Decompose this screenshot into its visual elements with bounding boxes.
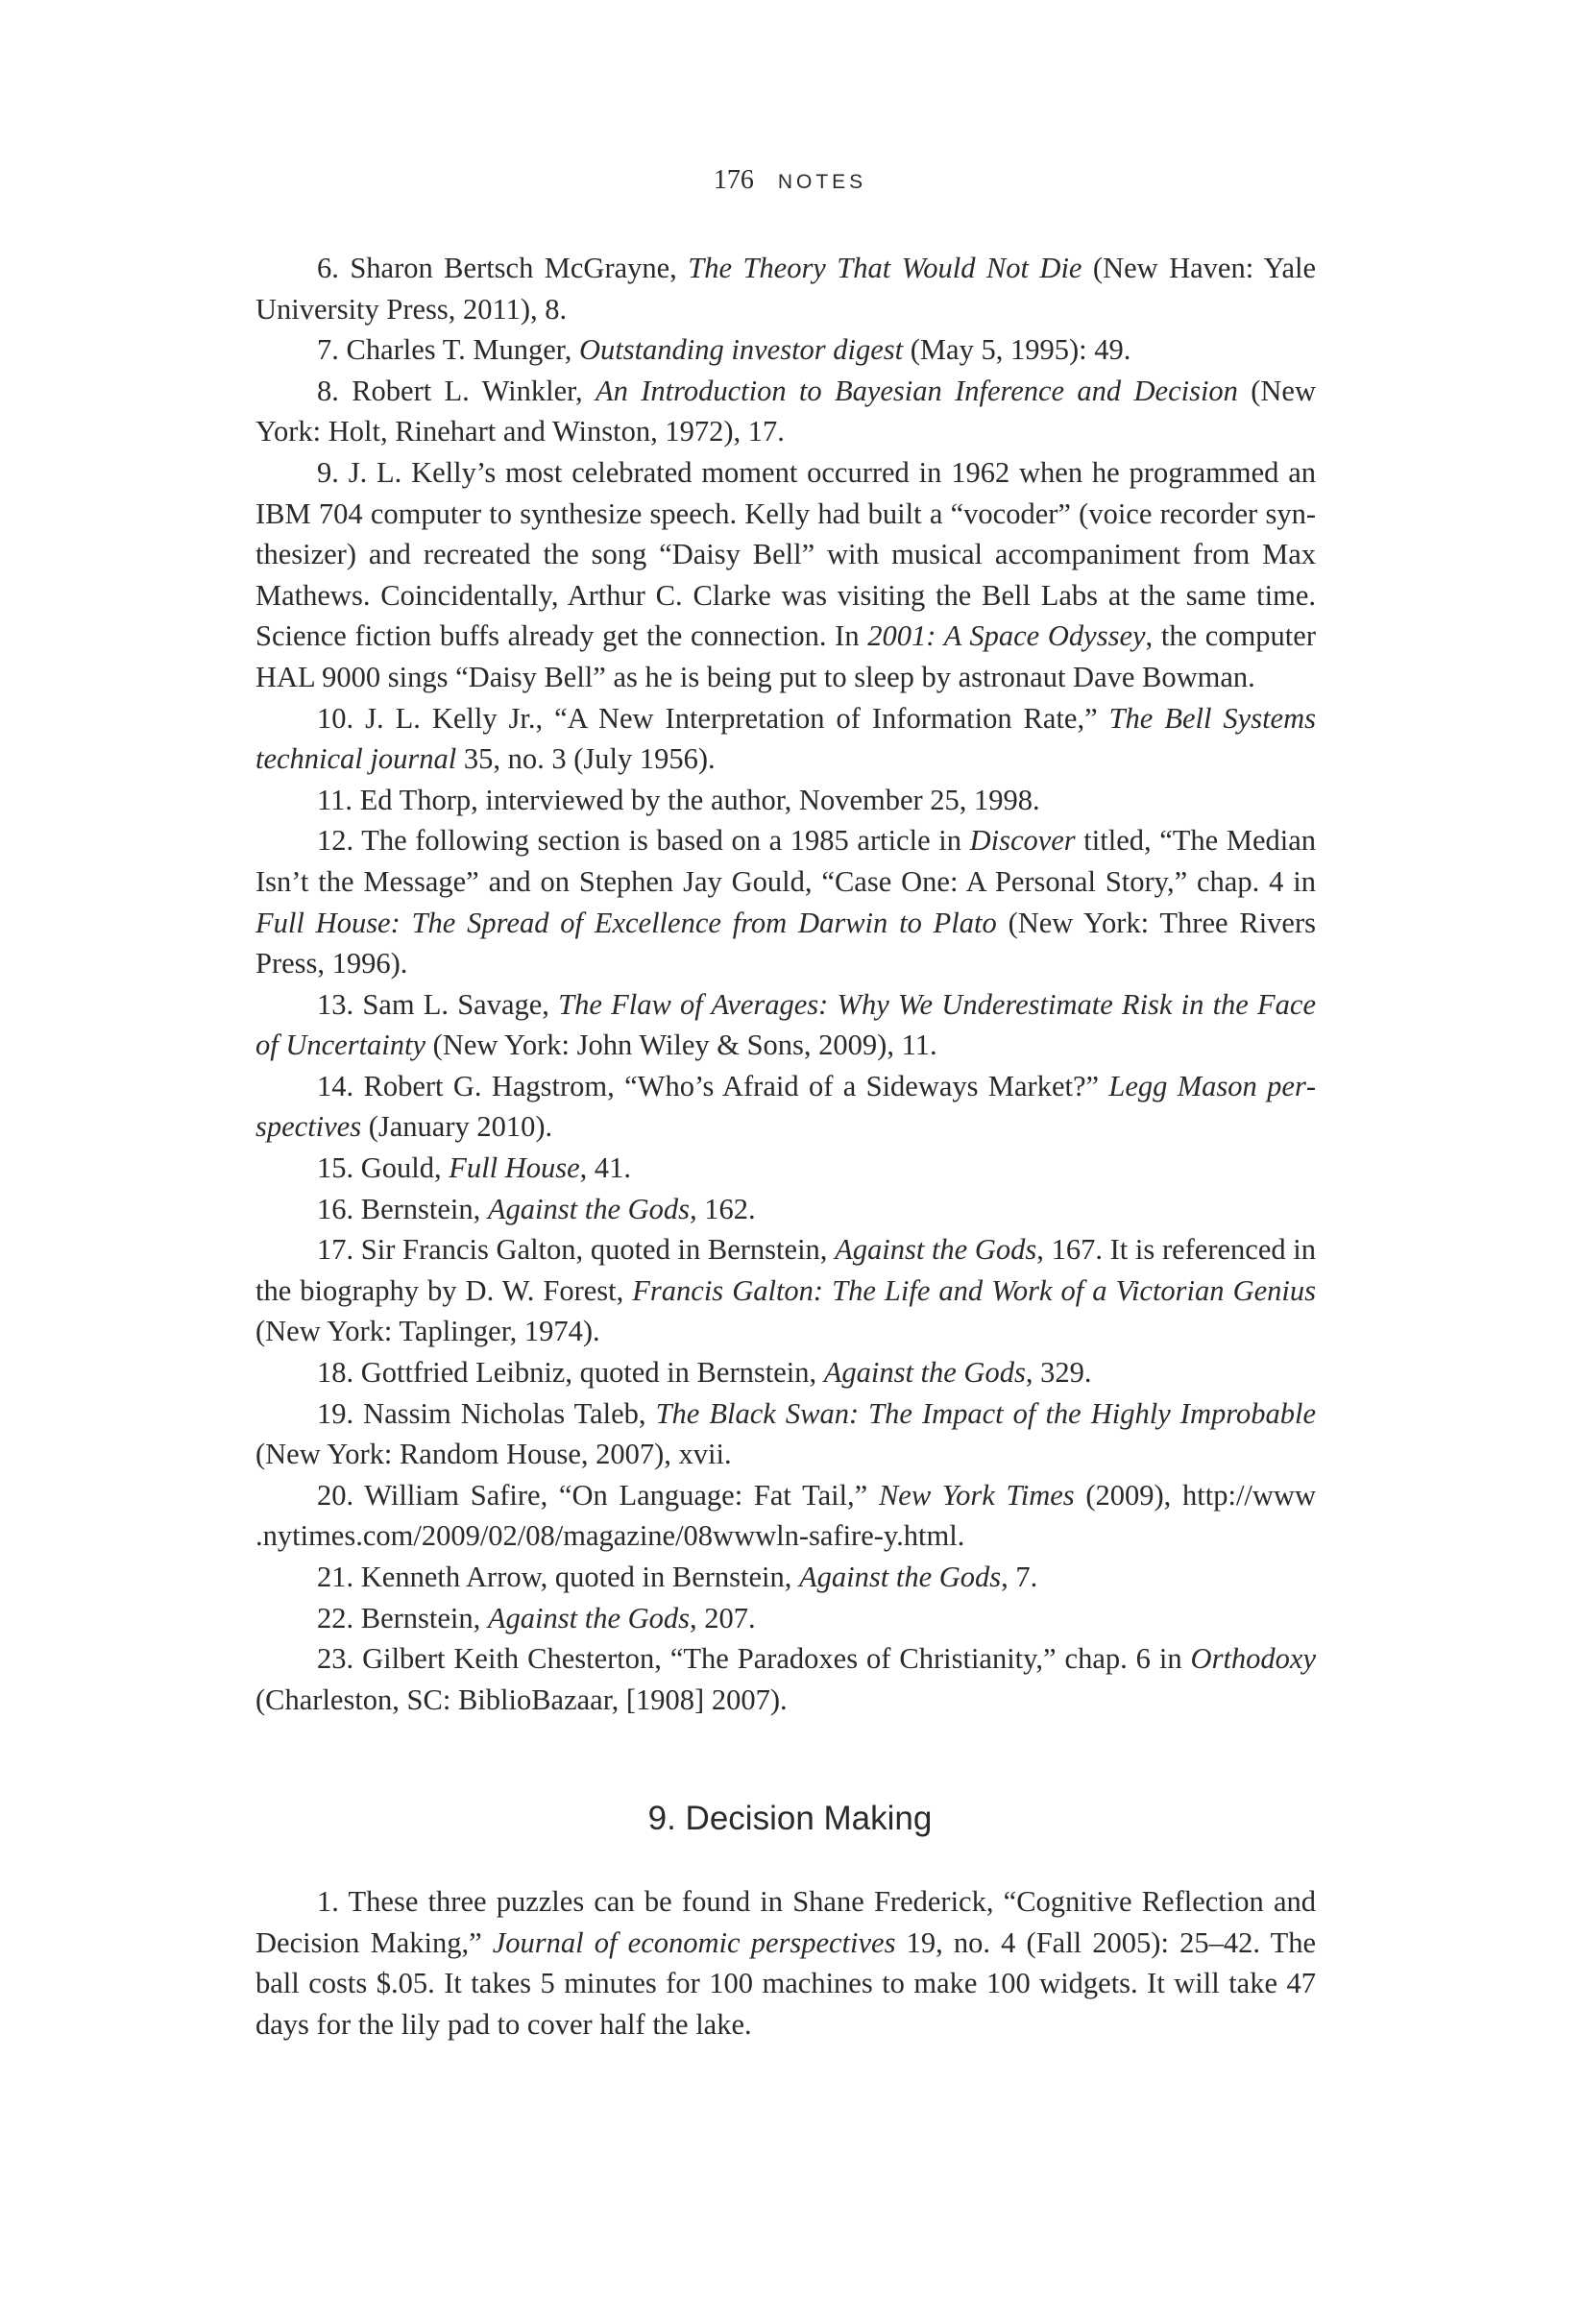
note-item	[255, 1598, 1316, 1639]
note-item	[255, 780, 1316, 821]
note-text: 35, no. 3 (July 1956).	[456, 742, 716, 776]
note-text: Ed Thorp, interviewed by the author, November 25, 1998.	[352, 783, 1040, 816]
note-item	[255, 1881, 1316, 2045]
note-text: (May 5, 1995): 49.	[903, 333, 1131, 367]
note-text: Nassim Nicholas Taleb,	[353, 1396, 656, 1430]
note-title-italic: New York Times	[878, 1478, 1075, 1512]
note-text: (January 2010).	[361, 1110, 553, 1144]
note-text: 162.	[696, 1192, 756, 1225]
note-number: 20.	[317, 1478, 354, 1512]
note-text: Robert L. Winkler,	[338, 374, 596, 407]
chapter-heading: 9. Decision Making	[647, 1800, 933, 1837]
note-text: Bernstein,	[353, 1601, 488, 1634]
chapter-notes-list	[255, 1881, 1316, 2045]
note-text: William Safire, “On Language: Fat Tail,”	[353, 1478, 879, 1512]
note-text: , 41.	[579, 1151, 632, 1185]
note-item	[255, 1393, 1316, 1475]
note-number: 14.	[317, 1069, 354, 1102]
note-text: titled, “The Median Isn’t the Message” and on Stephen Jay Gould, “Case One: A Personal Story,” chap. 4 in	[255, 824, 1316, 898]
note-item	[255, 1148, 1316, 1189]
note-text: Gottfried Leibniz, quoted in Bernstein,	[353, 1356, 824, 1390]
page-number: 176	[713, 165, 754, 195]
note-text: Charles T. Munger,	[338, 333, 579, 367]
note-title-italic: 2001: A Space Odyssey	[867, 619, 1146, 653]
note-text: Gould,	[353, 1151, 450, 1185]
note-title-italic: Full House: The Spread of Excellence from Darwin to Plato	[255, 906, 997, 939]
notes-list	[255, 248, 1316, 1720]
note-title-italic: The Bell Systems technical journal	[255, 701, 1316, 776]
note-title-italic: Against the Gods	[487, 1601, 691, 1634]
note-text: , 7.	[1001, 1561, 1038, 1593]
note-title-italic: Discover	[969, 824, 1076, 858]
note-text: (Charleston, SC: BiblioBazaar, [1908] 2007).	[255, 1682, 788, 1716]
note-number: 15.	[317, 1151, 354, 1185]
note-text: Gilbert Keith Chesterton, “The Paradoxes of Christianity,” chap. 6 in	[353, 1642, 1191, 1676]
note-number: 10.	[317, 701, 354, 735]
note-number: 12.	[317, 824, 354, 858]
note-title-italic: Journal of economic perspectives	[492, 1925, 896, 1959]
note-number: 23.	[317, 1642, 354, 1676]
note-number: 6.	[317, 252, 339, 284]
note-text: Kenneth Arrow, quoted in Bernstein,	[353, 1561, 800, 1593]
note-text: Sir Francis Galton, quoted in Bernstein,	[353, 1233, 836, 1267]
note-text: , 167. It is referenced in the biography by D. W. Forest,	[255, 1233, 1316, 1307]
note-text: , 329.	[1025, 1356, 1092, 1390]
note-text: J. L. Kelly’s most celebrated moment occurred in 1962 when he programmed an IBM 704 computer to synthesize speech. Kelly had built a “vocoder” (voice recorder synthesizer) and recreated the song “Daisy Bell” with musical accompaniment from Max Mathews. Coincidentally, Arthur C. Clarke was visiting the Bell Labs at the same time. Science fiction buffs already get the connection. In	[255, 455, 1316, 653]
note-title-italic: The Flaw of Averages: Why We Underestimate Risk in the Face of Uncertainty	[255, 987, 1317, 1062]
note-number: 7.	[317, 333, 339, 367]
note-text: 19, no. 4 (Fall 2005): 25–42. The ball costs $.05. It takes 5 minutes for 100 machines to make 100 widgets. It will take 47 days for the lily pad to cover half the lake.	[255, 1925, 1316, 2041]
note-number: 19.	[317, 1396, 354, 1430]
note-item	[255, 329, 1316, 371]
note-title-italic: Against the Gods	[835, 1233, 1037, 1267]
note-item	[255, 698, 1316, 780]
note-number: 18.	[317, 1356, 354, 1390]
note-title-italic: Outstanding investor digest	[578, 333, 904, 367]
note-text: These three puzzles can be found in Shane Frederick, “Cognitive Reflection and Decision Making,”	[255, 1885, 1316, 1959]
note-title-italic: The Theory That Would Not Die	[688, 252, 1082, 284]
note-item	[255, 452, 1316, 698]
note-text: (New York: Three Rivers Press, 1996).	[255, 906, 1316, 980]
note-number: 16.	[317, 1192, 354, 1225]
note-title-italic: Against the Gods	[823, 1356, 1026, 1390]
note-title-italic: Full House	[449, 1151, 580, 1185]
note-text: , the computer HAL 9000 sings “Daisy Bell” as he is being put to sleep by astronaut Dave Bowman.	[255, 619, 1316, 693]
note-item	[255, 1066, 1316, 1148]
note-text: (2009), http://www​.nytimes.com/2009/02/08/magazine/08wwwln-safire-y.html.	[255, 1478, 1316, 1553]
running-head-section: NOTES	[777, 171, 867, 193]
running-head	[0, 161, 1580, 202]
note-text: (New York: Random House, 2007), xvii.	[255, 1438, 732, 1471]
note-number: 11.	[317, 783, 352, 816]
note-number: 8.	[317, 374, 339, 407]
note-text: (New York: Taplinger, 1974).	[255, 1315, 600, 1348]
note-title-italic: Legg Mason perspectives	[255, 1069, 1316, 1144]
note-text: (New York: Holt, Rinehart and Winston, 1972), 17.	[255, 374, 1316, 448]
note-text: Robert G. Hagstrom, “Who’s Afraid of a Sideways Market?”	[353, 1069, 1109, 1102]
note-number: 22.	[317, 1601, 354, 1634]
note-item	[255, 1475, 1316, 1557]
note-item	[255, 1638, 1316, 1720]
note-item	[255, 1557, 1316, 1598]
note-text: Sam L. Savage,	[353, 987, 559, 1021]
note-title-italic: The Black Swan: The Impact of the Highly Improbable	[655, 1396, 1316, 1430]
note-title-italic: Against the Gods	[799, 1561, 1002, 1593]
note-title-italic: Against the Gods,	[487, 1192, 697, 1225]
note-number: 9.	[317, 455, 339, 489]
note-number: 17.	[317, 1233, 354, 1267]
note-item	[255, 371, 1316, 452]
note-text: (New Haven: Yale University Press, 2011), 8.	[255, 252, 1316, 326]
note-title-italic: An Introduction to Bayesian Inference and Decision	[596, 374, 1238, 407]
note-item	[255, 248, 1316, 329]
note-text: , 207.	[690, 1601, 756, 1634]
note-item	[255, 1229, 1316, 1352]
note-number: 1.	[317, 1885, 339, 1918]
note-text: J. L. Kelly Jr., “A New Interpretation of Information Rate,”	[353, 701, 1109, 735]
note-title-italic: Francis Galton: The Life and Work of a Victorian Genius	[632, 1273, 1316, 1307]
note-item	[255, 820, 1316, 983]
note-item	[255, 984, 1316, 1066]
note-text: (New York: John Wiley & Sons, 2009), 11.	[425, 1029, 937, 1062]
note-text: Sharon Bertsch McGrayne,	[338, 252, 689, 284]
note-title-italic: Orthodoxy	[1190, 1642, 1316, 1676]
note-item	[255, 1189, 1316, 1230]
note-number: 21.	[317, 1561, 354, 1593]
note-text: The following section is based on a 1985 article in	[353, 824, 970, 858]
note-number: 13.	[317, 987, 354, 1021]
note-text: Bernstein,	[353, 1192, 488, 1225]
note-item	[255, 1352, 1316, 1393]
